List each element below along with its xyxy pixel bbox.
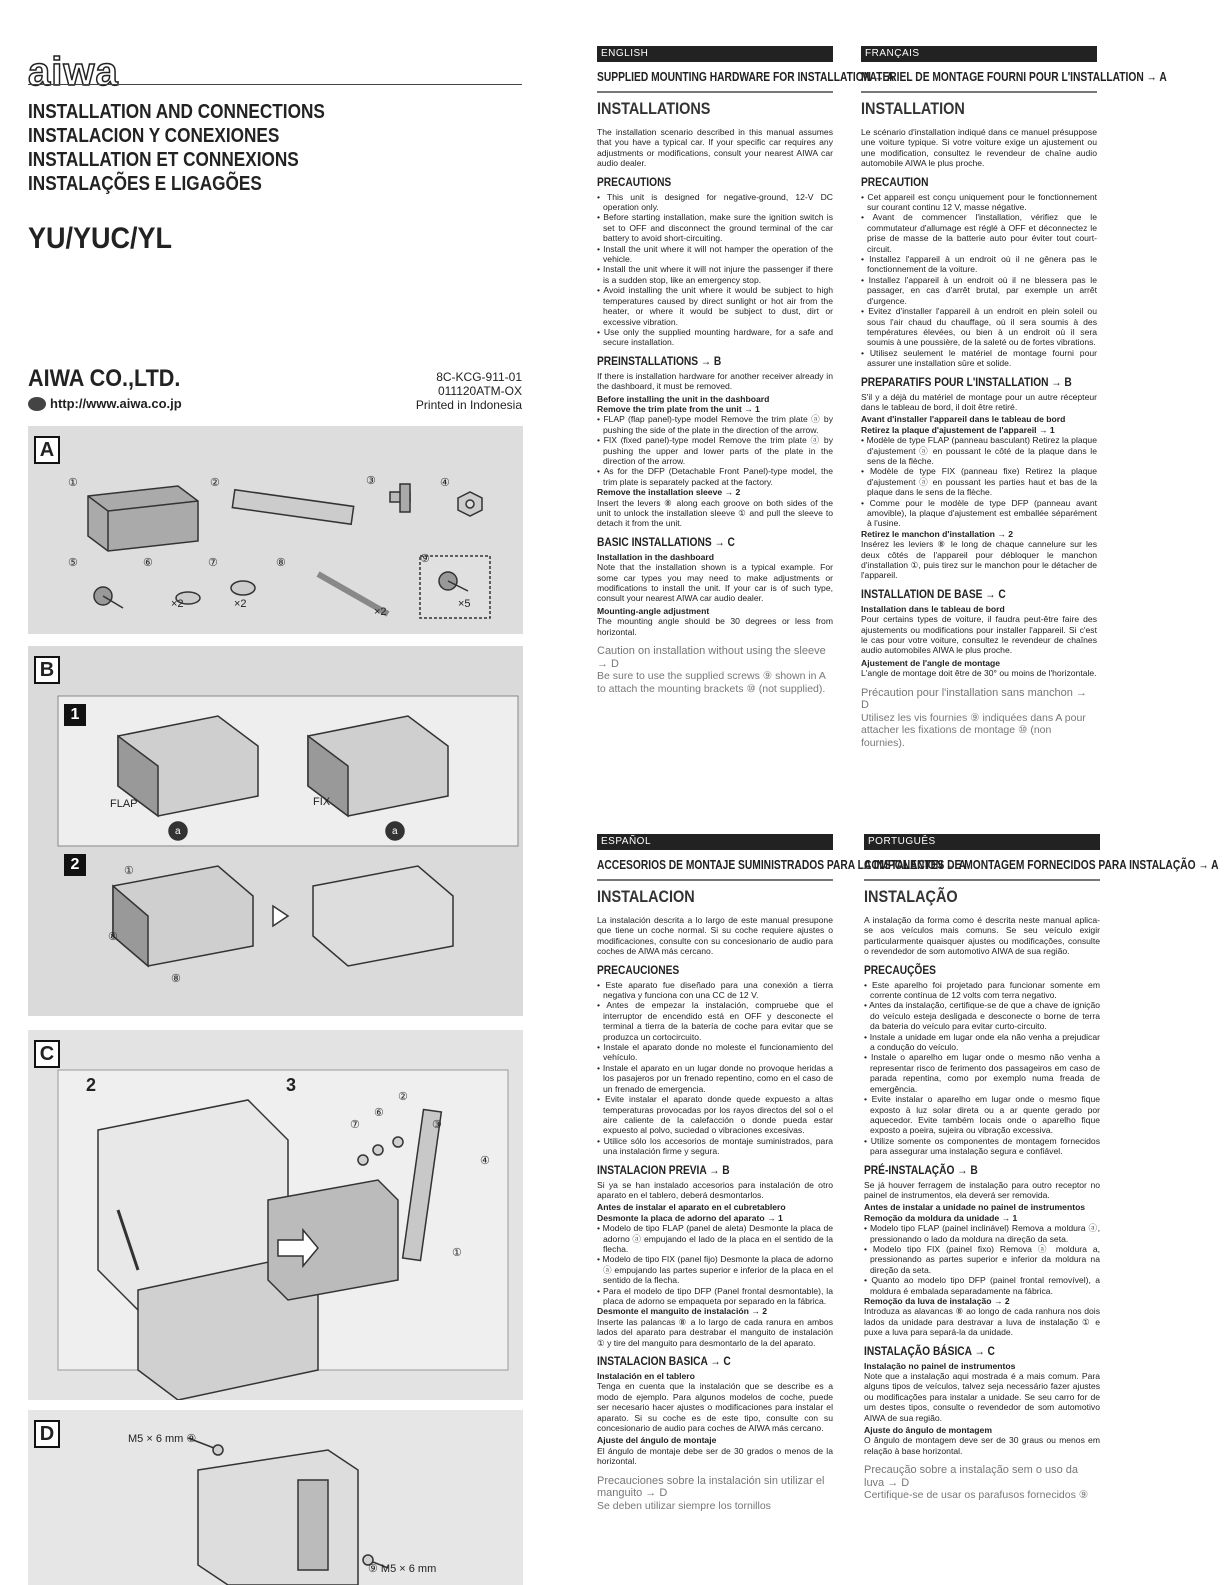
en-preinstall-item: • As for the DFP (Detachable Front Panel)-type model, the trim plate is separately packed at the factory. bbox=[597, 466, 833, 487]
es-rule bbox=[597, 879, 833, 881]
callout-6: ⑥ bbox=[374, 1107, 384, 1119]
callout-2: ② bbox=[398, 1091, 408, 1103]
es-angle-text: El ángulo de montaje debe ser de 30 grados o menos de la horizontal. bbox=[597, 1445, 833, 1467]
website-url[interactable]: http://www.aiwa.co.jp bbox=[50, 396, 182, 411]
en-precaution: • Install the unit where it will not hamper the operation of the vehicle. bbox=[597, 244, 833, 265]
part-2: ② bbox=[210, 477, 220, 489]
fr-rule bbox=[861, 91, 1097, 93]
es-preinstall-intro: Si ya se han instalado accesorios para instalación de otro aparato en el tablero, deberá desmontarlos. bbox=[597, 1179, 833, 1200]
pt-intro: A instalação da forma como é descrita neste manual aplica-se aos veículos mais comuns. Se seu veículo exigir particularmente quaisquer ajustes ou modificações, consulte o revendedor de som automotivo AIWA de sua região. bbox=[864, 915, 1100, 957]
en-preinstall-item: • FLAP (flap panel)-type model Remove the trim plate ⓐ by pushing the side of the plate in the direction of the arrow. bbox=[597, 414, 833, 435]
fr-preinstall-sub2: Retirez la plaque d'ajustement de l'appareil → 1 bbox=[861, 424, 1055, 435]
es-preinstall-item: • Modelo de tipo FLAP (panel de aleta) Desmonte la placa de adorno ⓐ empujando el lado de la placa en el sentido de la flecha. bbox=[597, 1223, 833, 1254]
part-6: ⑥ bbox=[143, 557, 153, 569]
fix-label: FIX bbox=[313, 796, 331, 808]
figure-b-preinstallation bbox=[28, 646, 523, 1016]
pt-caution bbox=[864, 1464, 1100, 1502]
es-heading: INSTALACION bbox=[597, 887, 695, 906]
title-pt: INSTALAÇÕES E LIGAGÕES bbox=[28, 173, 262, 195]
section-francais bbox=[861, 46, 1167, 750]
es-precaution: • Utilice sólo los accesorios de montaje suministrados, para una instalación firme y segura. bbox=[597, 1136, 833, 1157]
en-heading: INSTALLATIONS bbox=[597, 99, 711, 118]
model-number: YU/YUC/YL bbox=[28, 222, 173, 255]
flap-label: FLAP bbox=[110, 798, 138, 810]
logo-rule bbox=[28, 84, 522, 85]
es-preinstall-sub1: Antes de instalar el aparato en el cubretablero bbox=[597, 1202, 786, 1213]
fr-heading: INSTALLATION bbox=[861, 99, 965, 118]
title-fr: INSTALLATION ET CONNEXIONS bbox=[28, 149, 299, 171]
fr-precaution: • Cet appareil est conçu uniquement pour le fonctionnement sur courant continu 12 V, masse négative. bbox=[861, 192, 1097, 213]
es-hardware-title: ACCESORIOS DE MONTAJE SUMINISTRADOS PARA LA INSTALACION → A bbox=[597, 858, 967, 872]
en-basic-text: Note that the installation shown is a typical example. For some car types you may need to make adjustments or modifications to install the unit. If your car is of such type, consult your nearest AIWA car audio dealer. bbox=[597, 562, 833, 604]
es-precaution: • Este aparato fue diseñado para una conexión a tierra negativa y funciona con una CC de 12 V. bbox=[597, 980, 833, 1001]
callout-1: ① bbox=[452, 1247, 462, 1259]
es-precaution: • Instale el aparato en un lugar donde no provoque heridas a los pasajeros por un frenado repentino, como en el caso de un frenado de emergencia. bbox=[597, 1063, 833, 1094]
part-5: ⑤ bbox=[68, 557, 78, 569]
pt-heading: INSTALAÇÃO bbox=[864, 887, 958, 906]
pt-precaution: • Antes da instalação, certifique-se de que a chave de ignição do veículo esteja desligada e desconecte o borne de terra da bateria do veículo para evitar curto-circuito. bbox=[864, 1000, 1100, 1031]
step-2-number: 2 bbox=[86, 1075, 97, 1095]
callout-lever-2: ⑧ bbox=[171, 973, 181, 985]
en-rule bbox=[597, 91, 833, 93]
en-basic-sub: Installation in the dashboard bbox=[597, 551, 714, 562]
fr-basic-sub: Installation dans le tableau de bord bbox=[861, 603, 1005, 614]
pt-preinstall-intro: Se já houver ferragem de instalação para outro receptor no painel de instrumentos, ela deverá ser removida. bbox=[864, 1179, 1100, 1200]
part-1: ① bbox=[68, 477, 78, 489]
en-preinstall-intro: If there is installation hardware for another receiver already in the dashboard, it must be removed. bbox=[597, 370, 833, 392]
pt-precaution: • Utilize somente os componentes de montagem fornecidos para assegurar uma instalação segura e confiável. bbox=[864, 1136, 1100, 1157]
en-preinstall-sub1: Before installing the unit in the dashboard bbox=[597, 393, 770, 404]
pt-precaution: • Este aparelho foi projetado para funcionar somente em corrente contínua de 12 volts com terra negativo. bbox=[864, 980, 1100, 1001]
pt-preinstall-item: • Modelo tipo FIX (painel fixo) Remova ⓐ moldura a, pressionando as partes superior e inferior da moldura na direção da seta. bbox=[864, 1244, 1100, 1275]
pt-angle-text: O ângulo de montagem deve ser de 30 graus ou menos em relação à base horizontal. bbox=[864, 1435, 1100, 1456]
fr-preinstall-sub1: Avant d'installer l'appareil dans le tableau de bord bbox=[861, 414, 1066, 425]
pt-caution-heading: Precaução sobre a instalação sem o uso da luva → D bbox=[864, 1464, 1079, 1489]
lang-tag-es: ESPAÑOL bbox=[597, 834, 833, 850]
es-precaution: • Evite instalar el aparato donde quede expuesto a altas temperaturas provocadas por los rayos directos del sol o el aire caliente de la calefacción o donde pueda estar expuesto al polvo, suciedad o vibraciones excesivas. bbox=[597, 1094, 833, 1136]
pt-precaution: • Instale o aparelho em lugar onde o mesmo não venha a representar risco de ferimento dos passageiros em caso de parada repentina, como por exemplo numa freada de emergência. bbox=[864, 1052, 1100, 1094]
pt-precaution: • Instale a unidade em lugar onde ela não venha a prejudicar a condução do veículo. bbox=[864, 1032, 1100, 1053]
title-en: INSTALLATION AND CONNECTIONS bbox=[28, 101, 325, 123]
fr-caution bbox=[861, 687, 1097, 750]
es-intro: La instalación descrita a lo largo de este manual presupone que tiene un coche normal. Si su coche requiere ajustes o modificaciones, consulte con su concesionario de audio para coches de AIWA más cercano. bbox=[597, 915, 833, 957]
pt-precaution: • Evite instalar o aparelho em lugar onde o mesmo fique exposto à luz solar direta ou a ar quente gerado por aquecedor. Evite também locais onde o aparelho fique exposto a poeira, sujeira ou vibração excessiva. bbox=[864, 1094, 1100, 1136]
globe-icon bbox=[28, 397, 46, 411]
es-basic-heading: INSTALACION BASICA → C bbox=[597, 1354, 731, 1369]
es-caution-text: Se deben utilizar siempre los tornillos bbox=[597, 1499, 771, 1512]
callout-a-1: a bbox=[175, 826, 181, 837]
es-preinstall-heading: INSTALACION PREVIA → B bbox=[597, 1162, 730, 1177]
fr-precaution: • Utilisez seulement le matériel de montage fourni pour assurer une installation sûre et solide. bbox=[861, 348, 1097, 369]
es-caution bbox=[597, 1475, 833, 1513]
code-part: 8C-KCG-911-01 bbox=[436, 370, 522, 384]
fr-preinstall-item: • Comme pour le modèle de type DFP (panneau avant amovible), la plaque d'ajustement est emballée séparément à l'usine. bbox=[861, 498, 1097, 529]
es-precaution: • Antes de empezar la instalación, compruebe que el interruptor de encendido está en OFF y desconecte el terminal a tierra de la batería de coche para evitar que se produzca un cortocircuito. bbox=[597, 1000, 833, 1042]
callout-7: ⑦ bbox=[350, 1119, 360, 1131]
qty-9: ×5 bbox=[458, 598, 471, 610]
figure-a-hardware bbox=[28, 426, 523, 634]
es-basic-text: Tenga en cuenta que la instalación que se describe es a modo de ejemplo. Para algunos modelos de coche, puede ser necesario hacer ajustes o modificaciones para instalar el aparato. Si su coche es de este tipo, consulte con su concesionario de audio para coches de AIWA más cercano. bbox=[597, 1381, 833, 1434]
fr-precaution: • Evitez d'installer l'appareil à un endroit en plein soleil ou sous l'air chaud du chauffage, où il sera soumis à des températures élevées, ou bien à un endroit où il sera soumis à une poussière, de la saleté ou de fortes vibrations. bbox=[861, 306, 1097, 348]
callout-4: ④ bbox=[480, 1155, 490, 1167]
code-date: 011120ATM-OX bbox=[437, 384, 522, 398]
pt-hardware-title: COMPONENTES DE MONTAGEM FORNECIDOS PARA INSTALAÇÃO → A bbox=[864, 858, 1219, 872]
en-preinstall-item: • FIX (fixed panel)-type model Remove the trim plate ⓐ by pushing the upper and lower parts of the plate in the direction of the arrow. bbox=[597, 435, 833, 466]
hardware-illustration bbox=[28, 426, 523, 634]
pt-preinstall-sub2: Remoção da moldura da unidade → 1 bbox=[864, 1212, 1018, 1223]
lang-tag-pt: PORTUGUÊS bbox=[864, 834, 1100, 850]
pt-preinstall-sub1: Antes de instalar a unidade no painel de instrumentos bbox=[864, 1202, 1086, 1213]
callout-a-2: a bbox=[392, 826, 398, 837]
en-angle-text: The mounting angle should be 30 degrees or less from horizontal. bbox=[597, 616, 833, 637]
part-9: ⑨ bbox=[420, 553, 430, 565]
pt-basic-sub: Instalação no painel de instrumentos bbox=[864, 1360, 1016, 1371]
qty-8: ×2 bbox=[374, 606, 387, 618]
fr-hardware-title: MATERIEL DE MONTAGE FOURNI POUR L'INSTALLATION → A bbox=[861, 70, 1167, 84]
fr-sleeve-heading: Retirez le manchon d'installation → 2 bbox=[861, 528, 1013, 539]
en-precaution: • Install the unit where it will not injure the passenger if there is a sudden stop, like an emergency stop. bbox=[597, 264, 833, 285]
es-preinstall-item: • Para el modelo de tipo DFP (Panel frontal desmontable), la placa de adorno se empaqueta por separado en la fábrica. bbox=[597, 1286, 833, 1307]
pt-sleeve-heading: Remoção da luva de instalação → 2 bbox=[864, 1296, 1010, 1306]
callout-3: ③ bbox=[432, 1119, 442, 1131]
fr-preinstall-heading: PREPARATIFS POUR L'INSTALLATION → B bbox=[861, 374, 1072, 389]
pt-caution-text: Certifique-se de usar os parafusos fornecidos ⑨ bbox=[864, 1489, 1089, 1502]
es-preinstall-sub2: Desmonte la placa de adorno del aparato → 1 bbox=[597, 1212, 783, 1223]
fr-preinstall-item: • Modèle de type FIX (panneau fixe) Retirez la plaque d'ajustement ⓐ en poussant les parties haut et bas de la plaque dans le sens de la flèche. bbox=[861, 466, 1097, 497]
en-precaution: • This unit is designed for negative-ground, 12-V DC operation only. bbox=[597, 192, 833, 213]
figure-c-basic-installation bbox=[28, 1030, 523, 1400]
website[interactable] bbox=[28, 396, 182, 411]
fr-preinstall-intro: S'il y a déjà du matériel de montage pour un autre récepteur dans le tableau de bord, il doit être retiré. bbox=[861, 391, 1097, 412]
en-precaution: • Use only the supplied mounting hardware, for a safe and secure installation. bbox=[597, 327, 833, 348]
es-sleeve-text: Inserte las palancas ⑧ a lo largo de cada ranura en ambos lados del aparato para destrabar el manguito de instalación ① y tire del manguito para desmontarlo de la del aparato. bbox=[597, 1316, 833, 1348]
lang-tag-fr: FRANÇAIS bbox=[861, 46, 1097, 62]
pt-angle-heading: Ajuste do ângulo de montagem bbox=[864, 1425, 992, 1436]
en-hardware-title: SUPPLIED MOUNTING HARDWARE FOR INSTALLATION → A bbox=[597, 70, 895, 84]
fr-angle-text: L'angle de montage doit être de 30° ou moins de l'horizontale. bbox=[861, 668, 1097, 679]
fr-caution-heading: Précaution pour l'installation sans manchon → D bbox=[861, 686, 1087, 712]
es-caution-heading: Precauciones sobre la instalación sin utilizar el manguito → D bbox=[597, 1474, 825, 1500]
part-8: ⑧ bbox=[276, 557, 286, 569]
es-sleeve-heading: Desmonte el manguito de instalación → 2 bbox=[597, 1306, 767, 1317]
figure-a-label: A bbox=[34, 436, 60, 464]
pt-preinstall-heading: PRÉ-INSTALAÇÃO → B bbox=[864, 1162, 978, 1177]
pt-basic-heading: INSTALAÇÃO BÁSICA → C bbox=[864, 1343, 995, 1358]
en-intro: The installation scenario described in this manual assumes that you have a typical car. If your specific car requires any adjustments or modifications, consult your nearest AIWA car audio dealer. bbox=[597, 127, 833, 169]
es-angle-heading: Ajuste del ángulo de montaje bbox=[597, 1435, 717, 1446]
figure-d-label: D bbox=[34, 1420, 60, 1448]
pt-basic-text: Note que a instalação aqui mostrada é a mais comum. Para alguns tipos de veículos, talvez seja necessário fazer ajustes ou modificações para instalar a unidade. Se seu carro for de um destes tipos, consulte o revendedor de som automotivo AIWA de sua região. bbox=[864, 1371, 1100, 1423]
en-caution-heading: Caution on installation without using the sleeve → D bbox=[597, 645, 826, 670]
step-2-badge: 2 bbox=[64, 854, 86, 876]
figure-d-without-sleeve bbox=[28, 1410, 523, 1585]
code-printed: Printed in Indonesia bbox=[415, 398, 522, 412]
fr-precaution: • Installez l'appareil à un endroit où il ne gênera pas le fonctionnement de la voiture. bbox=[861, 254, 1097, 275]
fr-precaution: • Installez l'appareil à un endroit où il ne blessera pas le passager, en cas d'arrêt brutal, par exemple un arrêt d'urgence. bbox=[861, 275, 1097, 306]
part-3: ③ bbox=[366, 475, 376, 487]
basic-install-illustration bbox=[28, 1030, 523, 1400]
part-7: ⑦ bbox=[208, 557, 218, 569]
qty-6: ×2 bbox=[171, 598, 184, 610]
pt-precautions-heading: PRECAUÇÕES bbox=[864, 962, 936, 977]
pt-preinstall-item: • Modelo tipo FLAP (painel inclinável) Remova a moldura ⓐ, pressionando o lado da moldura na direção da seta. bbox=[864, 1223, 1100, 1244]
fr-caution-text: Utilisez les vis fournies ⑨ indiquées dans A pour attacher les fixations de montage ⑩ (non fournies). bbox=[861, 711, 1086, 750]
title-block bbox=[28, 100, 373, 196]
company-name: AIWA CO.,LTD. bbox=[28, 365, 181, 392]
en-precautions-heading: PRECAUTIONS bbox=[597, 174, 672, 189]
print-codes bbox=[416, 370, 522, 412]
en-angle-heading: Mounting-angle adjustment bbox=[597, 605, 710, 616]
fr-basic-text: Pour certains types de voiture, il faudra peut-être faire des ajustements ou modifications pour installer l'appareil. Si c'est le cas pour votre voiture, consultez le revendeur de chaînes audio automobiles AIWA le plus proche. bbox=[861, 614, 1097, 656]
step-1-badge: 1 bbox=[64, 704, 86, 726]
cover-column bbox=[0, 0, 530, 1585]
screw-label-bottom: ⑨ M5 × 6 mm bbox=[368, 1563, 437, 1575]
en-preinstall-heading: PREINSTALLATIONS → B bbox=[597, 353, 722, 368]
section-portugues bbox=[864, 834, 1219, 1502]
without-sleeve-illustration bbox=[28, 1410, 523, 1585]
figure-b-label: B bbox=[34, 656, 60, 684]
es-preinstall-item: • Modelo de tipo FIX (panel fijo) Desmonte la placa de adorno ⓐ empujando las partes superior e inferior de la placa en el sentido de la flecha. bbox=[597, 1254, 833, 1285]
fr-basic-heading: INSTALLATION DE BASE → C bbox=[861, 586, 1006, 601]
lang-tag-en: ENGLISH bbox=[597, 46, 833, 62]
en-precaution: • Avoid installing the unit where it would be subject to high temperatures caused by direct sunlight or hot air from the heater, or where it would be subject to dust, dirt or excessive vibration. bbox=[597, 285, 833, 327]
pt-sleeve-text: Introduza as alavancas ⑧ ao longo de cada ranhura nos dois lados da unidade para destravar a luva de instalação ① e puxe a luva para separá-la da unidade. bbox=[864, 1306, 1100, 1338]
aiwa-logo: aiwa bbox=[28, 50, 119, 94]
es-precautions-heading: PRECAUCIONES bbox=[597, 962, 680, 977]
step-3-number: 3 bbox=[286, 1075, 297, 1095]
en-caution bbox=[597, 645, 833, 695]
part-4: ④ bbox=[440, 477, 450, 489]
en-sleeve-heading: Remove the installation sleeve → 2 bbox=[597, 487, 741, 498]
es-precaution: • Instale el aparato donde no moleste el funcionamiento del vehículo. bbox=[597, 1042, 833, 1063]
en-preinstall-sub2: Remove the trim plate from the unit → 1 bbox=[597, 403, 760, 414]
fr-sleeve-text: Insérez les leviers ⑧ le long de chaque cannelure sur les deux côtés de l'appareil pour débloquer le manchon d'installation ①, puis tirez sur le manchon pour le détacher de l'appareil. bbox=[861, 539, 1097, 581]
callout-sleeve: ① bbox=[124, 865, 134, 877]
pt-preinstall-item: • Quanto ao modelo tipo DFP (painel frontal removível), a moldura é embalada separadamente na fábrica. bbox=[864, 1275, 1100, 1296]
callout-lever-1: ⑧ bbox=[108, 931, 118, 943]
title-es: INSTALACION Y CONEXIONES bbox=[28, 125, 280, 147]
es-basic-sub: Instalación en el tablero bbox=[597, 1371, 695, 1382]
preinstall-illustration bbox=[28, 646, 523, 1016]
qty-7: ×2 bbox=[234, 598, 247, 610]
en-caution-text: Be sure to use the supplied screws ⑨ shown in A to attach the mounting brackets ⑩ (not supplied). bbox=[597, 670, 826, 695]
fr-intro: Le scénario d'installation indiqué dans ce manuel présuppose une voiture typique. Si votre voiture exige un ajustement ou une modification, consultez le revendeur de chaîne audio automobile AIWA le plus proche. bbox=[861, 127, 1097, 169]
en-sleeve-text: Insert the levers ⑧ along each groove on both sides of the unit to unlock the installation sleeve ① and pull the sleeve to detach it from the unit. bbox=[597, 497, 833, 529]
pt-rule bbox=[864, 879, 1100, 881]
figure-c-label: C bbox=[34, 1040, 60, 1068]
screw-label-top: M5 × 6 mm ⑨ bbox=[128, 1433, 197, 1445]
fr-angle-heading: Ajustement de l'angle de montage bbox=[861, 657, 1001, 668]
fr-precautions-heading: PRECAUTION bbox=[861, 174, 929, 189]
fr-precaution: • Avant de commencer l'installation, vérifiez que le commutateur d'allumage est réglé à OFF et déconnectez le prise de masse de la batterie auto pour éviter tout court-circuit. bbox=[861, 212, 1097, 254]
fr-preinstall-item: • Modèle de type FLAP (panneau basculant) Retirez la plaque d'ajustement ⓐ en poussant le côté de la plaque dans le sens de la flèche. bbox=[861, 435, 1097, 466]
en-precaution: • Before starting installation, make sure the ignition switch is set to OFF and disconnect the ground terminal of the car battery to avoid short-circuiting. bbox=[597, 212, 833, 243]
en-basic-heading: BASIC INSTALLATIONS → C bbox=[597, 534, 735, 549]
